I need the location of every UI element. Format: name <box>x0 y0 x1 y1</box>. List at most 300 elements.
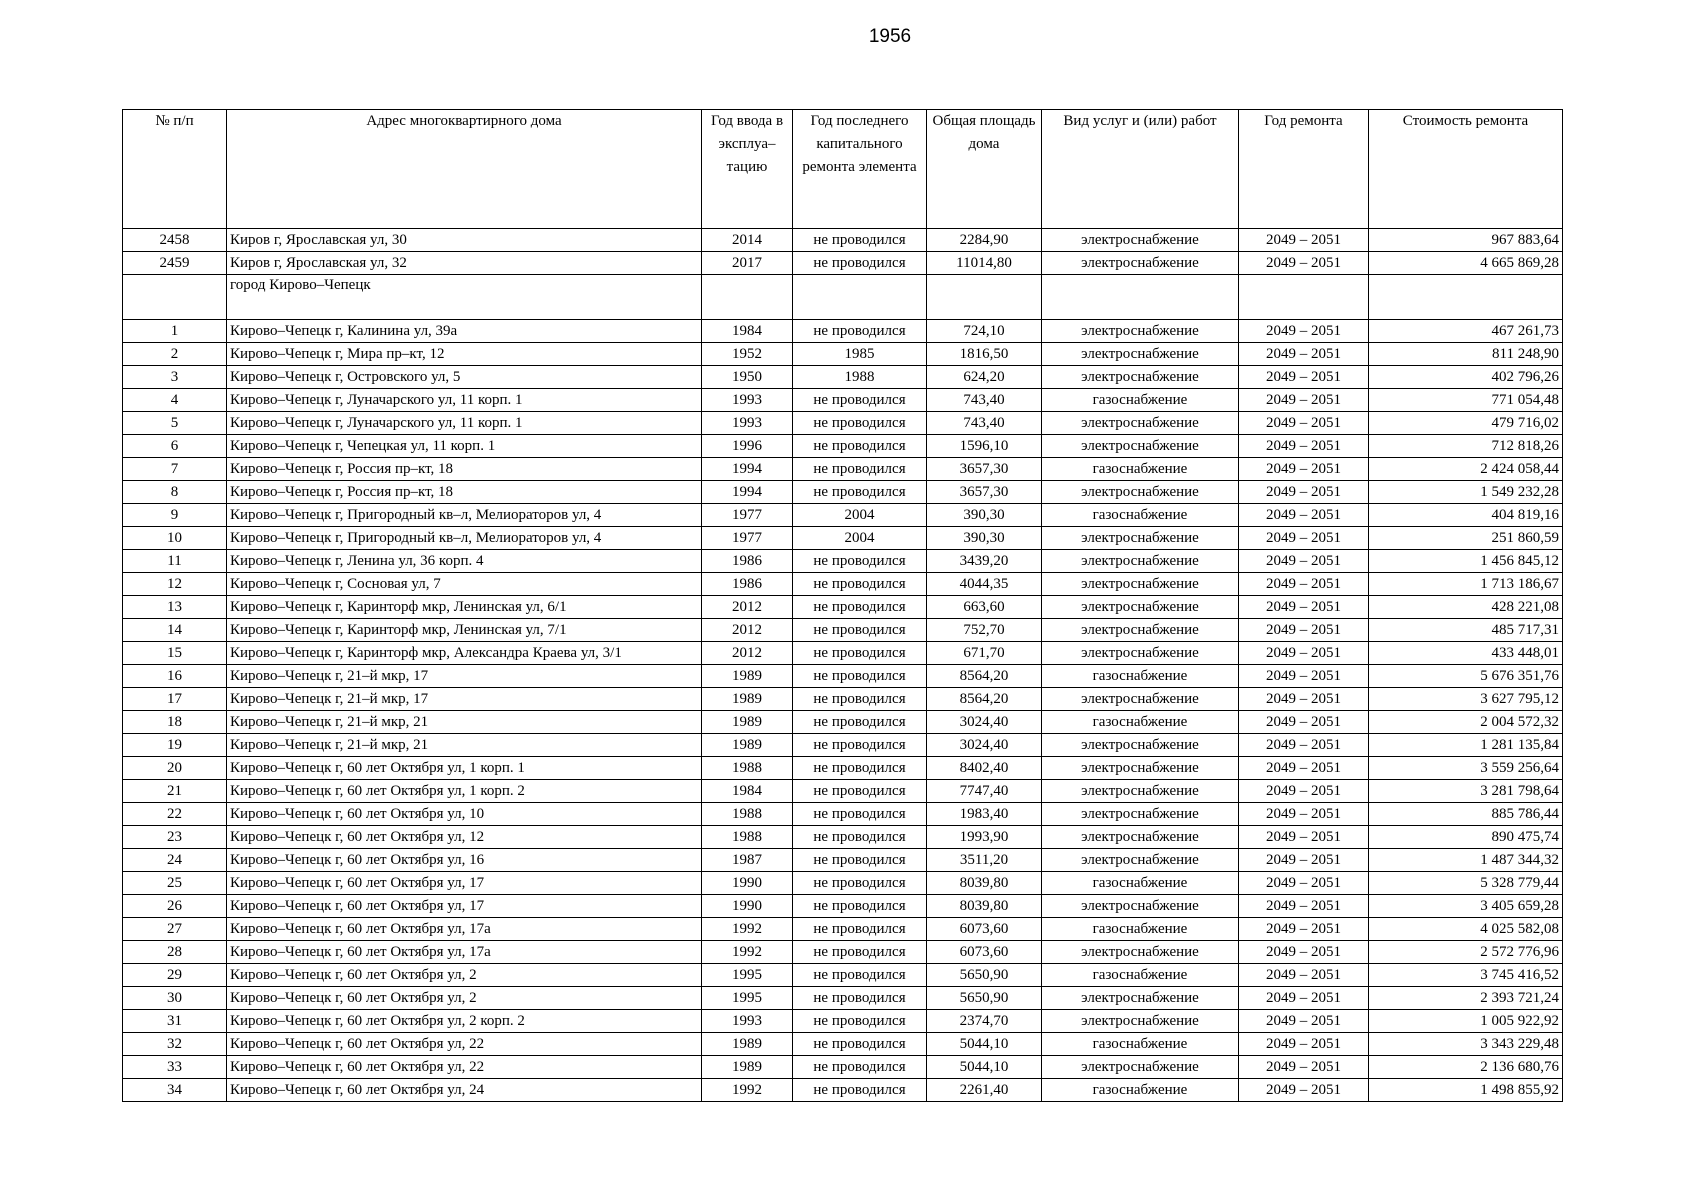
cell-repair-cost: 4 025 582,08 <box>1369 918 1563 941</box>
cell-repair-cost: 1 281 135,84 <box>1369 734 1563 757</box>
cell-total-area: 3024,40 <box>927 711 1042 734</box>
cell-address: Кирово–Чепецк г, Пригородный кв–л, Мелиораторов ул, 4 <box>227 527 702 550</box>
cell-repair-year: 2049 – 2051 <box>1239 688 1369 711</box>
cell-total-area: 8402,40 <box>927 757 1042 780</box>
cell-total-area: 671,70 <box>927 642 1042 665</box>
cell-address: Кирово–Чепецк г, 60 лет Октября ул, 1 корп. 1 <box>227 757 702 780</box>
cell-number: 25 <box>123 872 227 895</box>
cell-commissioning-year: 1984 <box>702 780 793 803</box>
cell-service-type: электроснабжение <box>1042 550 1239 573</box>
header-service-type: Вид услуг и (или) работ <box>1042 110 1239 229</box>
cell-repair-cost: 967 883,64 <box>1369 229 1563 252</box>
cell-repair-year: 2049 – 2051 <box>1239 918 1369 941</box>
table-row <box>123 1056 1563 1079</box>
table-row <box>123 527 1563 550</box>
cell-repair-year: 2049 – 2051 <box>1239 1010 1369 1033</box>
cell-repair-cost: 402 796,26 <box>1369 366 1563 389</box>
cell-commissioning-year: 1952 <box>702 343 793 366</box>
table-row <box>123 895 1563 918</box>
cell-repair-year: 2049 – 2051 <box>1239 550 1369 573</box>
cell-service-type: газоснабжение <box>1042 964 1239 987</box>
cell-repair-year: 2049 – 2051 <box>1239 481 1369 504</box>
cell-commissioning-year: 1996 <box>702 435 793 458</box>
cell-commissioning-year: 2014 <box>702 229 793 252</box>
table-row <box>123 1079 1563 1102</box>
cell-number: 26 <box>123 895 227 918</box>
cell-repair-cost: 1 456 845,12 <box>1369 550 1563 573</box>
header-repair-year: Год ремонта <box>1239 110 1369 229</box>
cell-total-area: 4044,35 <box>927 573 1042 596</box>
cell-service-type: газоснабжение <box>1042 918 1239 941</box>
table-row <box>123 619 1563 642</box>
cell-repair-cost: 1 549 232,28 <box>1369 481 1563 504</box>
cell-total-area: 1993,90 <box>927 826 1042 849</box>
cell-service-type: электроснабжение <box>1042 527 1239 550</box>
cell-address: Кирово–Чепецк г, Чепецкая ул, 11 корп. 1 <box>227 435 702 458</box>
cell-address: Кирово–Чепецк г, 60 лет Октября ул, 17 <box>227 895 702 918</box>
cell-service-type: электроснабжение <box>1042 366 1239 389</box>
cell-total-area: 1983,40 <box>927 803 1042 826</box>
cell-total-area: 3657,30 <box>927 481 1042 504</box>
cell-total-area: 8564,20 <box>927 665 1042 688</box>
cell-last-repair-year: не проводился <box>793 872 927 895</box>
cell-total-area: 5044,10 <box>927 1033 1042 1056</box>
cell-number: 15 <box>123 642 227 665</box>
cell-total-area: 5650,90 <box>927 964 1042 987</box>
cell-address: Кирово–Чепецк г, Россия пр–кт, 18 <box>227 458 702 481</box>
cell-address: Кирово–Чепецк г, Мира пр–кт, 12 <box>227 343 702 366</box>
cell-service-type: электроснабжение <box>1042 757 1239 780</box>
cell-number: 28 <box>123 941 227 964</box>
cell-commissioning-year: 1992 <box>702 1079 793 1102</box>
cell-last-repair-year: не проводился <box>793 1056 927 1079</box>
cell-repair-cost: 2 424 058,44 <box>1369 458 1563 481</box>
cell-total-area: 3511,20 <box>927 849 1042 872</box>
table-row <box>123 458 1563 481</box>
table-body-kirovo-chepetsk <box>123 320 1563 1102</box>
cell-number: 6 <box>123 435 227 458</box>
table-row <box>123 343 1563 366</box>
header-address: Адрес многоквартирного дома <box>227 110 702 229</box>
cell-number: 29 <box>123 964 227 987</box>
cell-number: 33 <box>123 1056 227 1079</box>
table-row <box>123 964 1563 987</box>
cell-repair-cost: 1 487 344,32 <box>1369 849 1563 872</box>
cell-commissioning-year: 1989 <box>702 665 793 688</box>
cell-number: 22 <box>123 803 227 826</box>
cell-commissioning-year: 1990 <box>702 872 793 895</box>
cell-repair-cost: 433 448,01 <box>1369 642 1563 665</box>
cell-service-type: электроснабжение <box>1042 252 1239 275</box>
cell-number: 8 <box>123 481 227 504</box>
cell-commissioning-year: 1977 <box>702 527 793 550</box>
cell-repair-year: 2049 – 2051 <box>1239 619 1369 642</box>
header-total-area: Общая площадь дома <box>927 110 1042 229</box>
cell-commissioning-year: 1989 <box>702 688 793 711</box>
section-block <box>123 275 1563 320</box>
cell-address: Кирово–Чепецк г, Каринторф мкр, Ленинская ул, 7/1 <box>227 619 702 642</box>
table-row <box>123 573 1563 596</box>
table-row <box>123 941 1563 964</box>
cell-number: 2459 <box>123 252 227 275</box>
cell-service-type: газоснабжение <box>1042 711 1239 734</box>
table-row <box>123 665 1563 688</box>
cell-repair-cost: 3 559 256,64 <box>1369 757 1563 780</box>
cell-service-type: электроснабжение <box>1042 941 1239 964</box>
cell-total-area: 8039,80 <box>927 872 1042 895</box>
table-row <box>123 252 1563 275</box>
cell-number: 21 <box>123 780 227 803</box>
cell-repair-cost: 404 819,16 <box>1369 504 1563 527</box>
cell-last-repair-year: не проводился <box>793 757 927 780</box>
table-row <box>123 596 1563 619</box>
table-body-kirov <box>123 229 1563 275</box>
table-row <box>123 918 1563 941</box>
cell-commissioning-year: 1992 <box>702 941 793 964</box>
cell-commissioning-year: 1988 <box>702 803 793 826</box>
cell-last-repair-year: не проводился <box>793 734 927 757</box>
cell-repair-year: 2049 – 2051 <box>1239 504 1369 527</box>
cell-total-area: 8039,80 <box>927 895 1042 918</box>
cell-number: 31 <box>123 1010 227 1033</box>
cell-number: 13 <box>123 596 227 619</box>
cell-repair-cost: 885 786,44 <box>1369 803 1563 826</box>
cell-last-repair-year: 2004 <box>793 504 927 527</box>
cell-commissioning-year: 1986 <box>702 573 793 596</box>
cell-total-area: 3024,40 <box>927 734 1042 757</box>
cell-total-area: 7747,40 <box>927 780 1042 803</box>
table-row <box>123 757 1563 780</box>
cell-service-type: электроснабжение <box>1042 780 1239 803</box>
cell-repair-cost: 5 328 779,44 <box>1369 872 1563 895</box>
cell-last-repair-year: не проводился <box>793 619 927 642</box>
cell-address: Кирово–Чепецк г, Сосновая ул, 7 <box>227 573 702 596</box>
cell-number: 19 <box>123 734 227 757</box>
cell-service-type: электроснабжение <box>1042 320 1239 343</box>
cell-commissioning-year: 1950 <box>702 366 793 389</box>
cell-repair-year: 2049 – 2051 <box>1239 435 1369 458</box>
table-row <box>123 435 1563 458</box>
cell-service-type: электроснабжение <box>1042 1056 1239 1079</box>
table-row <box>123 711 1563 734</box>
cell-address: Кирово–Чепецк г, Россия пр–кт, 18 <box>227 481 702 504</box>
cell-repair-year: 2049 – 2051 <box>1239 665 1369 688</box>
cell-service-type: газоснабжение <box>1042 665 1239 688</box>
cell-service-type: электроснабжение <box>1042 481 1239 504</box>
cell-address: Кирово–Чепецк г, 60 лет Октября ул, 24 <box>227 1079 702 1102</box>
cell-number: 23 <box>123 826 227 849</box>
cell-commissioning-year: 1990 <box>702 895 793 918</box>
cell-last-repair-year: не проводился <box>793 550 927 573</box>
cell-repair-year: 2049 – 2051 <box>1239 849 1369 872</box>
cell-address: Кирово–Чепецк г, Каринторф мкр, Александра Краева ул, 3/1 <box>227 642 702 665</box>
cell-number: 14 <box>123 619 227 642</box>
cell-commissioning-year: 1989 <box>702 1033 793 1056</box>
page-number: 1956 <box>868 26 912 47</box>
cell-repair-cost: 811 248,90 <box>1369 343 1563 366</box>
section-row <box>123 275 1563 320</box>
cell-number: 16 <box>123 665 227 688</box>
cell-number: 2458 <box>123 229 227 252</box>
cell-commissioning-year: 2012 <box>702 642 793 665</box>
cell-address: Кирово–Чепецк г, Каринторф мкр, Ленинская ул, 6/1 <box>227 596 702 619</box>
cell-address: Кирово–Чепецк г, 60 лет Октября ул, 22 <box>227 1033 702 1056</box>
table-row <box>123 1010 1563 1033</box>
cell-repair-year: 2049 – 2051 <box>1239 458 1369 481</box>
cell-last-repair-year: не проводился <box>793 964 927 987</box>
cell-repair-cost: 1 498 855,92 <box>1369 1079 1563 1102</box>
cell-total-area: 2284,90 <box>927 229 1042 252</box>
cell-service-type: электроснабжение <box>1042 412 1239 435</box>
cell-repair-year: 2049 – 2051 <box>1239 229 1369 252</box>
cell-number: 7 <box>123 458 227 481</box>
cell-service-type: электроснабжение <box>1042 826 1239 849</box>
cell-service-type: электроснабжение <box>1042 734 1239 757</box>
cell-number: 24 <box>123 849 227 872</box>
cell-repair-year: 2049 – 2051 <box>1239 941 1369 964</box>
cell-last-repair-year: не проводился <box>793 849 927 872</box>
cell-commissioning-year: 1984 <box>702 320 793 343</box>
table-row <box>123 1033 1563 1056</box>
header-number: № п/п <box>123 110 227 229</box>
table-row <box>123 803 1563 826</box>
cell-commissioning-year: 2012 <box>702 619 793 642</box>
cell-address: Кирово–Чепецк г, 21–й мкр, 21 <box>227 734 702 757</box>
cell-last-repair-year: не проводился <box>793 481 927 504</box>
cell-address: Кирово–Чепецк г, 60 лет Октября ул, 16 <box>227 849 702 872</box>
cell-number: 3 <box>123 366 227 389</box>
cell-repair-year: 2049 – 2051 <box>1239 1033 1369 1056</box>
cell-last-repair-year: не проводился <box>793 412 927 435</box>
cell-address: Кирово–Чепецк г, 60 лет Октября ул, 17а <box>227 918 702 941</box>
cell-last-repair-year: не проводился <box>793 918 927 941</box>
cell-total-area: 11014,80 <box>927 252 1042 275</box>
table-row <box>123 412 1563 435</box>
cell-last-repair-year: не проводился <box>793 252 927 275</box>
table-row <box>123 734 1563 757</box>
cell-total-area: 724,10 <box>927 320 1042 343</box>
cell-number: 1 <box>123 320 227 343</box>
cell-service-type: электроснабжение <box>1042 642 1239 665</box>
cell-repair-year: 2049 – 2051 <box>1239 872 1369 895</box>
cell-address: Кирово–Чепецк г, Луначарского ул, 11 корп. 1 <box>227 389 702 412</box>
cell-total-area: 390,30 <box>927 527 1042 550</box>
cell-total-area: 743,40 <box>927 389 1042 412</box>
cell-last-repair-year: не проводился <box>793 780 927 803</box>
cell-repair-year: 2049 – 2051 <box>1239 343 1369 366</box>
cell-address: Кирово–Чепецк г, 60 лет Октября ул, 2 корп. 2 <box>227 1010 702 1033</box>
cell-address: Кирово–Чепецк г, 21–й мкр, 21 <box>227 711 702 734</box>
cell-last-repair-year: не проводился <box>793 688 927 711</box>
cell-repair-cost: 771 054,48 <box>1369 389 1563 412</box>
table-row <box>123 504 1563 527</box>
cell-last-repair-year: не проводился <box>793 1033 927 1056</box>
cell-number: 11 <box>123 550 227 573</box>
cell-repair-year: 2049 – 2051 <box>1239 596 1369 619</box>
cell-repair-year: 2049 – 2051 <box>1239 389 1369 412</box>
cell-number: 27 <box>123 918 227 941</box>
cell-repair-year: 2049 – 2051 <box>1239 780 1369 803</box>
cell-service-type: электроснабжение <box>1042 573 1239 596</box>
cell-repair-year: 2049 – 2051 <box>1239 711 1369 734</box>
cell-repair-year: 2049 – 2051 <box>1239 803 1369 826</box>
cell-service-type: электроснабжение <box>1042 688 1239 711</box>
cell-commissioning-year: 1988 <box>702 757 793 780</box>
cell-commissioning-year: 1977 <box>702 504 793 527</box>
cell-address: Киров г, Ярославская ул, 32 <box>227 252 702 275</box>
table-row <box>123 320 1563 343</box>
table-row <box>123 229 1563 252</box>
cell-repair-cost: 1 005 922,92 <box>1369 1010 1563 1033</box>
cell-commissioning-year: 1992 <box>702 918 793 941</box>
cell-commissioning-year: 1994 <box>702 458 793 481</box>
cell-repair-cost: 467 261,73 <box>1369 320 1563 343</box>
cell-service-type: электроснабжение <box>1042 987 1239 1010</box>
cell-commissioning-year: 1989 <box>702 1056 793 1079</box>
cell-service-type: газоснабжение <box>1042 1079 1239 1102</box>
cell-commissioning-year: 2012 <box>702 596 793 619</box>
cell-number: 10 <box>123 527 227 550</box>
cell-commissioning-year: 1993 <box>702 412 793 435</box>
cell-number: 30 <box>123 987 227 1010</box>
cell-service-type: электроснабжение <box>1042 849 1239 872</box>
cell-address: Кирово–Чепецк г, 60 лет Октября ул, 2 <box>227 987 702 1010</box>
cell-service-type: газоснабжение <box>1042 458 1239 481</box>
cell-total-area: 1816,50 <box>927 343 1042 366</box>
cell-address: Кирово–Чепецк г, 60 лет Октября ул, 12 <box>227 826 702 849</box>
cell-number: 2 <box>123 343 227 366</box>
cell-last-repair-year: не проводился <box>793 941 927 964</box>
cell-last-repair-year: не проводился <box>793 229 927 252</box>
cell-total-area: 743,40 <box>927 412 1042 435</box>
cell-repair-cost: 2 572 776,96 <box>1369 941 1563 964</box>
table-row <box>123 987 1563 1010</box>
cell-repair-year: 2049 – 2051 <box>1239 964 1369 987</box>
cell-service-type: газоснабжение <box>1042 872 1239 895</box>
cell-service-type: электроснабжение <box>1042 895 1239 918</box>
cell-last-repair-year: не проводился <box>793 573 927 596</box>
cell-address: Кирово–Чепецк г, Луначарского ул, 11 корп. 1 <box>227 412 702 435</box>
cell-repair-cost: 712 818,26 <box>1369 435 1563 458</box>
cell-last-repair-year: не проводился <box>793 1010 927 1033</box>
cell-last-repair-year: не проводился <box>793 711 927 734</box>
cell-repair-year: 2049 – 2051 <box>1239 895 1369 918</box>
table-row <box>123 366 1563 389</box>
cell-repair-cost: 3 281 798,64 <box>1369 780 1563 803</box>
cell-service-type: электроснабжение <box>1042 803 1239 826</box>
cell-address: Кирово–Чепецк г, 60 лет Октября ул, 2 <box>227 964 702 987</box>
table-row <box>123 642 1563 665</box>
cell-repair-year: 2049 – 2051 <box>1239 1079 1369 1102</box>
cell-commissioning-year: 1989 <box>702 734 793 757</box>
cell-commissioning-year: 1987 <box>702 849 793 872</box>
cell-address: Кирово–Чепецк г, Островского ул, 5 <box>227 366 702 389</box>
cell-service-type: газоснабжение <box>1042 389 1239 412</box>
cell-address: Кирово–Чепецк г, Калинина ул, 39а <box>227 320 702 343</box>
cell-service-type: электроснабжение <box>1042 435 1239 458</box>
cell-repair-year: 2049 – 2051 <box>1239 320 1369 343</box>
cell-address: Кирово–Чепецк г, 60 лет Октября ул, 17 <box>227 872 702 895</box>
cell-last-repair-year: не проводился <box>793 642 927 665</box>
table-row <box>123 849 1563 872</box>
cell-repair-cost: 479 716,02 <box>1369 412 1563 435</box>
cell-repair-cost: 3 745 416,52 <box>1369 964 1563 987</box>
cell-total-area: 663,60 <box>927 596 1042 619</box>
cell-address: Кирово–Чепецк г, Пригородный кв–л, Мелиораторов ул, 4 <box>227 504 702 527</box>
cell-last-repair-year: не проводился <box>793 826 927 849</box>
cell-repair-cost: 485 717,31 <box>1369 619 1563 642</box>
cell-last-repair-year: 1985 <box>793 343 927 366</box>
cell-last-repair-year: не проводился <box>793 596 927 619</box>
header-repair-cost: Стоимость ремонта <box>1369 110 1563 229</box>
cell-last-repair-year: 2004 <box>793 527 927 550</box>
cell-number: 12 <box>123 573 227 596</box>
cell-total-area: 6073,60 <box>927 941 1042 964</box>
cell-total-area: 752,70 <box>927 619 1042 642</box>
cell-service-type: электроснабжение <box>1042 343 1239 366</box>
cell-repair-cost: 2 393 721,24 <box>1369 987 1563 1010</box>
cell-service-type: электроснабжение <box>1042 619 1239 642</box>
cell-repair-cost: 1 713 186,67 <box>1369 573 1563 596</box>
cell-number: 34 <box>123 1079 227 1102</box>
cell-address: Кирово–Чепецк г, 21–й мкр, 17 <box>227 688 702 711</box>
cell-repair-cost: 428 221,08 <box>1369 596 1563 619</box>
cell-commissioning-year: 1995 <box>702 964 793 987</box>
cell-repair-year: 2049 – 2051 <box>1239 366 1369 389</box>
cell-address: Кирово–Чепецк г, 60 лет Октября ул, 22 <box>227 1056 702 1079</box>
table-row <box>123 826 1563 849</box>
cell-last-repair-year: не проводился <box>793 895 927 918</box>
cell-repair-year: 2049 – 2051 <box>1239 527 1369 550</box>
cell-address: Кирово–Чепецк г, 60 лет Октября ул, 1 корп. 2 <box>227 780 702 803</box>
cell-number: 18 <box>123 711 227 734</box>
cell-total-area: 5650,90 <box>927 987 1042 1010</box>
cell-repair-cost: 4 665 869,28 <box>1369 252 1563 275</box>
cell-commissioning-year: 1989 <box>702 711 793 734</box>
cell-last-repair-year: не проводился <box>793 1079 927 1102</box>
cell-repair-year: 2049 – 2051 <box>1239 252 1369 275</box>
cell-repair-year: 2049 – 2051 <box>1239 1056 1369 1079</box>
cell-last-repair-year: не проводился <box>793 458 927 481</box>
cell-service-type: электроснабжение <box>1042 1010 1239 1033</box>
cell-total-area: 2374,70 <box>927 1010 1042 1033</box>
cell-last-repair-year: не проводился <box>793 320 927 343</box>
cell-number: 17 <box>123 688 227 711</box>
cell-last-repair-year: не проводился <box>793 803 927 826</box>
table-row <box>123 872 1563 895</box>
cell-address: Киров г, Ярославская ул, 30 <box>227 229 702 252</box>
cell-repair-cost: 5 676 351,76 <box>1369 665 1563 688</box>
header-commissioning-year: Год ввода в эксплуа– тацию <box>702 110 793 229</box>
cell-service-type: газоснабжение <box>1042 1033 1239 1056</box>
cell-commissioning-year: 1993 <box>702 389 793 412</box>
cell-last-repair-year: 1988 <box>793 366 927 389</box>
cell-repair-cost: 251 860,59 <box>1369 527 1563 550</box>
cell-commissioning-year: 1995 <box>702 987 793 1010</box>
cell-repair-cost: 2 136 680,76 <box>1369 1056 1563 1079</box>
cell-repair-year: 2049 – 2051 <box>1239 987 1369 1010</box>
cell-commissioning-year: 1994 <box>702 481 793 504</box>
cell-repair-cost: 3 343 229,48 <box>1369 1033 1563 1056</box>
cell-number: 9 <box>123 504 227 527</box>
table-row <box>123 481 1563 504</box>
cell-address: Кирово–Чепецк г, 60 лет Октября ул, 10 <box>227 803 702 826</box>
cell-last-repair-year: не проводился <box>793 389 927 412</box>
table-row <box>123 780 1563 803</box>
cell-repair-year: 2049 – 2051 <box>1239 642 1369 665</box>
cell-commissioning-year: 2017 <box>702 252 793 275</box>
cell-last-repair-year: не проводился <box>793 665 927 688</box>
